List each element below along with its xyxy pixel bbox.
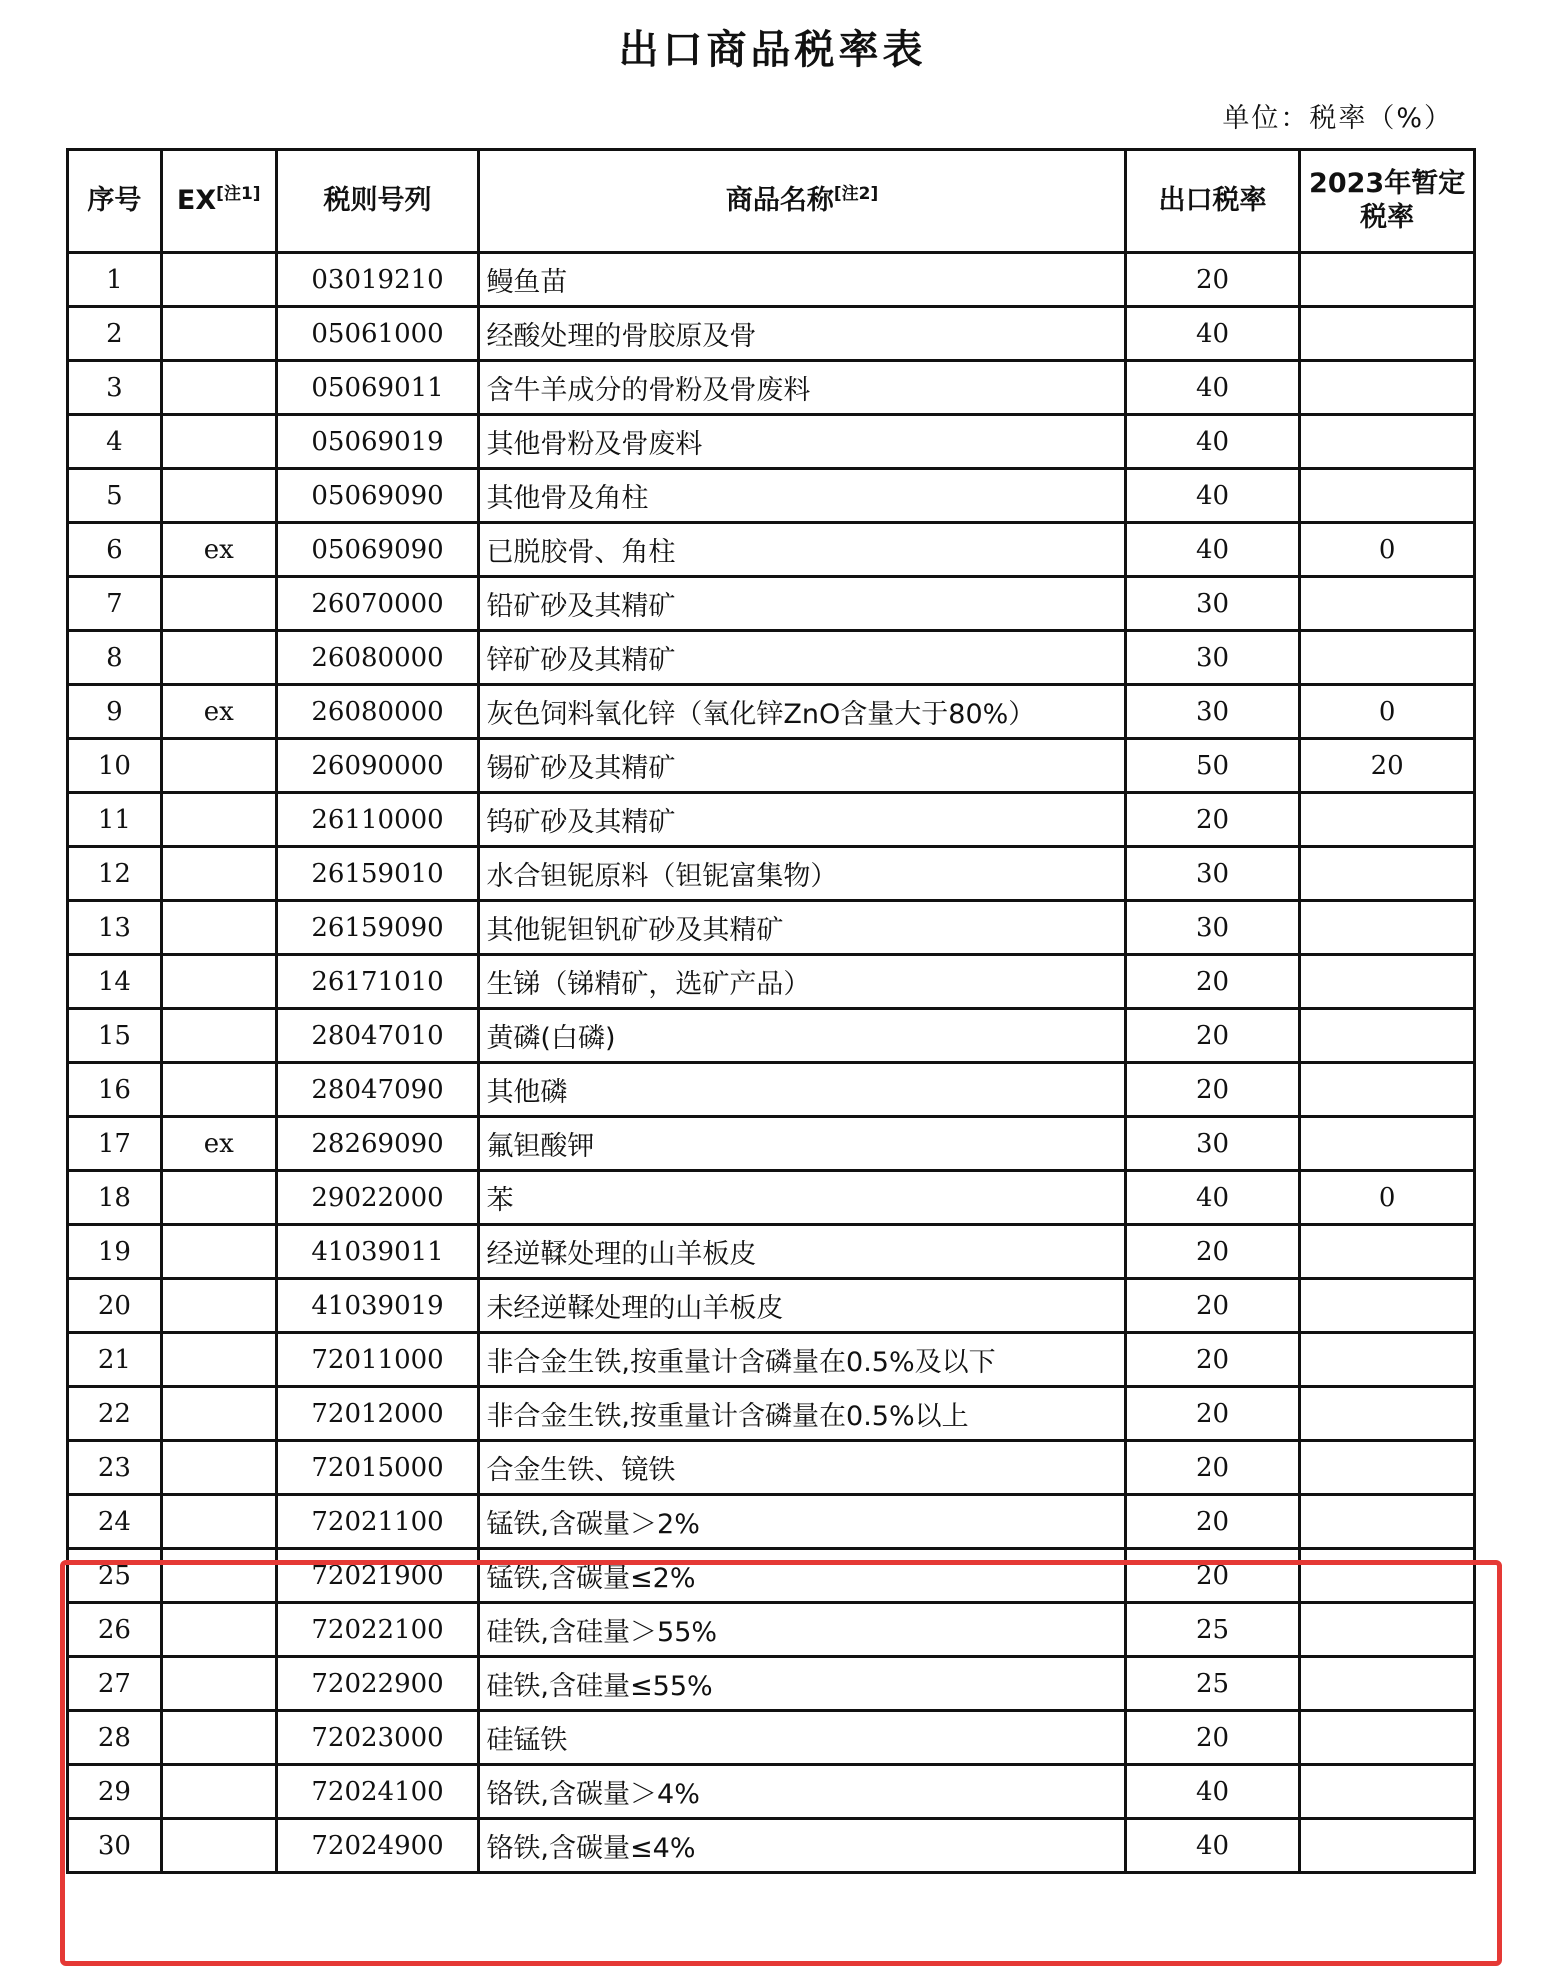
cell-name: 硅锰铁 <box>479 1711 1125 1765</box>
cell-ex <box>161 955 276 1009</box>
cell-code: 72012000 <box>276 1387 479 1441</box>
cell-name: 黄磷(白磷) <box>479 1009 1125 1063</box>
table-row <box>68 469 1475 523</box>
table-row <box>68 1441 1475 1495</box>
cell-temp-rate <box>1300 253 1475 307</box>
cell-temp-rate <box>1300 1711 1475 1765</box>
header-rate: 出口税率 <box>1125 150 1300 253</box>
cell-ex <box>161 469 276 523</box>
cell-temp-rate <box>1300 1657 1475 1711</box>
cell-temp-rate <box>1300 1603 1475 1657</box>
table-row <box>68 1657 1475 1711</box>
cell-seq: 20 <box>68 1279 162 1333</box>
header-ex-label: EX <box>176 185 217 217</box>
cell-rate: 20 <box>1125 1441 1300 1495</box>
cell-seq: 26 <box>68 1603 162 1657</box>
cell-seq: 7 <box>68 577 162 631</box>
header-seq: 序号 <box>68 150 162 253</box>
cell-code: 72024900 <box>276 1819 479 1873</box>
cell-rate: 40 <box>1125 307 1300 361</box>
cell-seq: 3 <box>68 361 162 415</box>
cell-code: 26090000 <box>276 739 479 793</box>
table-row <box>68 307 1475 361</box>
cell-temp-rate <box>1300 361 1475 415</box>
cell-name: 铬铁,含碳量≤4% <box>479 1819 1125 1873</box>
cell-ex <box>161 1549 276 1603</box>
cell-temp-rate <box>1300 577 1475 631</box>
cell-seq: 21 <box>68 1333 162 1387</box>
cell-ex <box>161 361 276 415</box>
cell-rate: 20 <box>1125 1711 1300 1765</box>
cell-rate: 40 <box>1125 469 1300 523</box>
table-row <box>68 1063 1475 1117</box>
cell-temp-rate <box>1300 1387 1475 1441</box>
cell-name: 未经逆鞣处理的山羊板皮 <box>479 1279 1125 1333</box>
cell-seq: 29 <box>68 1765 162 1819</box>
cell-ex <box>161 1495 276 1549</box>
cell-ex: ex <box>161 685 276 739</box>
cell-code: 26159010 <box>276 847 479 901</box>
table-row <box>68 901 1475 955</box>
cell-code: 72023000 <box>276 1711 479 1765</box>
cell-name: 经逆鞣处理的山羊板皮 <box>479 1225 1125 1279</box>
cell-seq: 14 <box>68 955 162 1009</box>
cell-rate: 30 <box>1125 685 1300 739</box>
table-row <box>68 1117 1475 1171</box>
cell-code: 72024100 <box>276 1765 479 1819</box>
cell-name: 水合钽铌原料（钽铌富集物） <box>479 847 1125 901</box>
cell-temp-rate <box>1300 793 1475 847</box>
cell-temp-rate <box>1300 847 1475 901</box>
cell-seq: 1 <box>68 253 162 307</box>
cell-ex <box>161 253 276 307</box>
cell-temp-rate: 0 <box>1300 685 1475 739</box>
cell-name: 非合金生铁,按重量计含磷量在0.5%及以下 <box>479 1333 1125 1387</box>
header-name <box>479 150 1125 253</box>
cell-code: 28269090 <box>276 1117 479 1171</box>
cell-ex <box>161 1441 276 1495</box>
table-row <box>68 1333 1475 1387</box>
cell-seq: 2 <box>68 307 162 361</box>
cell-temp-rate <box>1300 307 1475 361</box>
cell-ex <box>161 1603 276 1657</box>
cell-ex <box>161 847 276 901</box>
cell-code: 72022900 <box>276 1657 479 1711</box>
cell-code: 28047090 <box>276 1063 479 1117</box>
header-temp-rate: 2023年暂定税率 <box>1300 150 1475 253</box>
cell-seq: 22 <box>68 1387 162 1441</box>
tariff-table <box>66 148 1476 1874</box>
cell-seq: 5 <box>68 469 162 523</box>
cell-rate: 20 <box>1125 1333 1300 1387</box>
cell-code: 26159090 <box>276 901 479 955</box>
header-ex-note: [注1] <box>216 184 261 205</box>
cell-seq: 24 <box>68 1495 162 1549</box>
cell-ex: ex <box>161 523 276 577</box>
cell-rate: 20 <box>1125 1549 1300 1603</box>
table-row <box>68 793 1475 847</box>
cell-seq: 19 <box>68 1225 162 1279</box>
cell-code: 26110000 <box>276 793 479 847</box>
table-row <box>68 361 1475 415</box>
table-row <box>68 1765 1475 1819</box>
cell-name: 硅铁,含硅量＞55% <box>479 1603 1125 1657</box>
table-row <box>68 1549 1475 1603</box>
cell-code: 05069090 <box>276 523 479 577</box>
cell-code: 72021100 <box>276 1495 479 1549</box>
table-row <box>68 415 1475 469</box>
table-row <box>68 253 1475 307</box>
cell-name: 生锑（锑精矿，选矿产品） <box>479 955 1125 1009</box>
cell-ex: ex <box>161 1117 276 1171</box>
cell-rate: 20 <box>1125 253 1300 307</box>
cell-ex <box>161 307 276 361</box>
cell-temp-rate <box>1300 1333 1475 1387</box>
cell-temp-rate <box>1300 1279 1475 1333</box>
cell-name: 其他骨粉及骨废料 <box>479 415 1125 469</box>
cell-rate: 40 <box>1125 1765 1300 1819</box>
cell-rate: 30 <box>1125 577 1300 631</box>
header-name-label: 商品名称 <box>725 185 834 217</box>
cell-seq: 16 <box>68 1063 162 1117</box>
cell-name: 已脱胶骨、角柱 <box>479 523 1125 577</box>
cell-temp-rate <box>1300 1765 1475 1819</box>
cell-temp-rate <box>1300 1549 1475 1603</box>
cell-temp-rate <box>1300 631 1475 685</box>
cell-code: 28047010 <box>276 1009 479 1063</box>
table-row <box>68 631 1475 685</box>
cell-seq: 11 <box>68 793 162 847</box>
cell-seq: 28 <box>68 1711 162 1765</box>
cell-name: 其他骨及角柱 <box>479 469 1125 523</box>
cell-name: 经酸处理的骨胶原及骨 <box>479 307 1125 361</box>
cell-temp-rate: 0 <box>1300 523 1475 577</box>
cell-ex <box>161 1171 276 1225</box>
cell-name: 钨矿砂及其精矿 <box>479 793 1125 847</box>
cell-rate: 30 <box>1125 901 1300 955</box>
cell-temp-rate <box>1300 469 1475 523</box>
cell-code: 29022000 <box>276 1171 479 1225</box>
table-row <box>68 685 1475 739</box>
cell-temp-rate: 20 <box>1300 739 1475 793</box>
table-row <box>68 1279 1475 1333</box>
table-row <box>68 739 1475 793</box>
header-ex <box>161 150 276 253</box>
cell-seq: 17 <box>68 1117 162 1171</box>
cell-ex <box>161 631 276 685</box>
cell-code: 05069019 <box>276 415 479 469</box>
cell-rate: 20 <box>1125 1225 1300 1279</box>
cell-ex <box>161 1009 276 1063</box>
header-row <box>68 150 1475 253</box>
cell-name: 氟钽酸钾 <box>479 1117 1125 1171</box>
cell-code: 72022100 <box>276 1603 479 1657</box>
cell-code: 05069011 <box>276 361 479 415</box>
cell-ex <box>161 1819 276 1873</box>
cell-seq: 23 <box>68 1441 162 1495</box>
cell-code: 26171010 <box>276 955 479 1009</box>
cell-temp-rate <box>1300 901 1475 955</box>
cell-name: 锡矿砂及其精矿 <box>479 739 1125 793</box>
cell-rate: 40 <box>1125 415 1300 469</box>
cell-temp-rate: 0 <box>1300 1171 1475 1225</box>
cell-seq: 15 <box>68 1009 162 1063</box>
cell-name: 硅铁,含硅量≤55% <box>479 1657 1125 1711</box>
cell-code: 05061000 <box>276 307 479 361</box>
cell-rate: 20 <box>1125 1387 1300 1441</box>
cell-code: 03019210 <box>276 253 479 307</box>
cell-ex <box>161 793 276 847</box>
cell-name: 锰铁,含碳量＞2% <box>479 1495 1125 1549</box>
cell-seq: 27 <box>68 1657 162 1711</box>
cell-temp-rate <box>1300 1063 1475 1117</box>
cell-rate: 20 <box>1125 1009 1300 1063</box>
cell-code: 72021900 <box>276 1549 479 1603</box>
cell-seq: 25 <box>68 1549 162 1603</box>
cell-ex <box>161 415 276 469</box>
cell-ex <box>161 901 276 955</box>
cell-name: 鳗鱼苗 <box>479 253 1125 307</box>
cell-ex <box>161 1225 276 1279</box>
cell-name: 铬铁,含碳量＞4% <box>479 1765 1125 1819</box>
cell-rate: 40 <box>1125 1819 1300 1873</box>
cell-name: 铅矿砂及其精矿 <box>479 577 1125 631</box>
page-title: 出口商品税率表 <box>618 27 927 73</box>
cell-name: 锌矿砂及其精矿 <box>479 631 1125 685</box>
cell-seq: 18 <box>68 1171 162 1225</box>
cell-temp-rate <box>1300 955 1475 1009</box>
cell-ex <box>161 577 276 631</box>
table-row <box>68 1819 1475 1873</box>
cell-code: 05069090 <box>276 469 479 523</box>
cell-name: 非合金生铁,按重量计含磷量在0.5%以上 <box>479 1387 1125 1441</box>
cell-ex <box>161 1333 276 1387</box>
cell-name: 灰色饲料氧化锌（氧化锌ZnO含量大于80%） <box>479 685 1125 739</box>
cell-ex <box>161 1063 276 1117</box>
table-row <box>68 1171 1475 1225</box>
table-row <box>68 955 1475 1009</box>
cell-name: 含牛羊成分的骨粉及骨废料 <box>479 361 1125 415</box>
cell-temp-rate <box>1300 1441 1475 1495</box>
table-row <box>68 577 1475 631</box>
cell-code: 26080000 <box>276 685 479 739</box>
cell-code: 41039019 <box>276 1279 479 1333</box>
cell-ex <box>161 1711 276 1765</box>
cell-rate: 25 <box>1125 1603 1300 1657</box>
table-row <box>68 1387 1475 1441</box>
cell-name: 合金生铁、镜铁 <box>479 1441 1125 1495</box>
cell-code: 41039011 <box>276 1225 479 1279</box>
cell-rate: 25 <box>1125 1657 1300 1711</box>
cell-code: 72011000 <box>276 1333 479 1387</box>
cell-code: 26070000 <box>276 577 479 631</box>
cell-rate: 30 <box>1125 1117 1300 1171</box>
cell-name: 苯 <box>479 1171 1125 1225</box>
cell-name: 锰铁,含碳量≤2% <box>479 1549 1125 1603</box>
table-row <box>68 847 1475 901</box>
cell-seq: 10 <box>68 739 162 793</box>
cell-seq: 30 <box>68 1819 162 1873</box>
cell-code: 26080000 <box>276 631 479 685</box>
cell-rate: 40 <box>1125 361 1300 415</box>
cell-code: 72015000 <box>276 1441 479 1495</box>
cell-rate: 20 <box>1125 1063 1300 1117</box>
cell-ex <box>161 1657 276 1711</box>
table-row <box>68 1225 1475 1279</box>
cell-rate: 20 <box>1125 955 1300 1009</box>
cell-name: 其他磷 <box>479 1063 1125 1117</box>
cell-ex <box>161 1279 276 1333</box>
cell-name: 其他铌钽钒矿砂及其精矿 <box>479 901 1125 955</box>
cell-temp-rate <box>1300 1225 1475 1279</box>
table-row <box>68 1495 1475 1549</box>
cell-rate: 50 <box>1125 739 1300 793</box>
cell-ex <box>161 739 276 793</box>
cell-rate: 30 <box>1125 847 1300 901</box>
cell-rate: 40 <box>1125 523 1300 577</box>
cell-seq: 9 <box>68 685 162 739</box>
table-row <box>68 1711 1475 1765</box>
cell-temp-rate <box>1300 1009 1475 1063</box>
cell-rate: 20 <box>1125 793 1300 847</box>
cell-seq: 4 <box>68 415 162 469</box>
table-row <box>68 523 1475 577</box>
table-row <box>68 1603 1475 1657</box>
cell-ex <box>161 1387 276 1441</box>
cell-seq: 12 <box>68 847 162 901</box>
header-name-note: [注2] <box>833 184 879 205</box>
cell-ex <box>161 1765 276 1819</box>
unit-label: 单位：税率（%） <box>1222 103 1453 134</box>
cell-rate: 30 <box>1125 631 1300 685</box>
cell-temp-rate <box>1300 415 1475 469</box>
cell-rate: 20 <box>1125 1279 1300 1333</box>
cell-seq: 13 <box>68 901 162 955</box>
cell-temp-rate <box>1300 1117 1475 1171</box>
cell-temp-rate <box>1300 1819 1475 1873</box>
cell-seq: 8 <box>68 631 162 685</box>
table-row <box>68 1009 1475 1063</box>
cell-temp-rate <box>1300 1495 1475 1549</box>
cell-seq: 6 <box>68 523 162 577</box>
cell-rate: 40 <box>1125 1171 1300 1225</box>
header-code: 税则号列 <box>276 150 479 253</box>
cell-rate: 20 <box>1125 1495 1300 1549</box>
